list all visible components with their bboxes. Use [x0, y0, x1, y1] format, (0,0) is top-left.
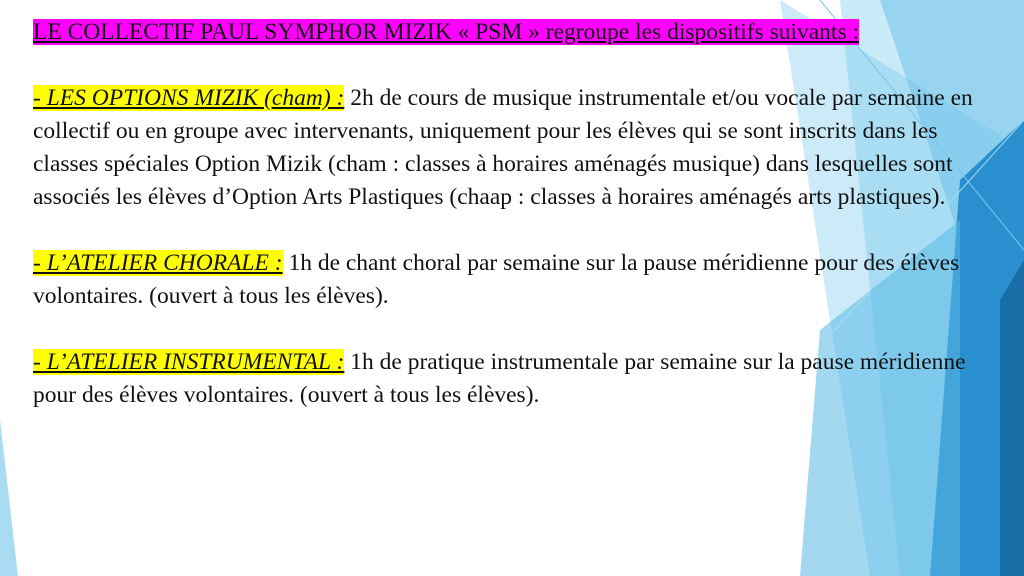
section-atelier-instrumental	[33, 346, 983, 412]
decor-shape-right-dark	[1000, 260, 1024, 576]
slide-title-block	[33, 16, 983, 49]
section-heading: - L’ATELIER CHORALE :	[33, 250, 283, 276]
section-options-mizik	[33, 82, 983, 214]
section-body: 1h de chant choral par semaine sur la pause méridienne pour des élèves volontaires. (ouvert à tous les élèves).	[33, 250, 960, 309]
slide-title: LE COLLECTIF PAUL SYMPHOR MIZIK « PSM » regroupe les dispositifs suivants :	[33, 19, 860, 45]
section-body: 1h de pratique instrumentale par semaine sur la pause méridienne pour des élèves volontaires. (ouvert à tous les élèves).	[33, 349, 966, 408]
section-body: 2h de cours de musique instrumentale et/ou vocale par semaine en collectif ou en groupe avec intervenants, uniquement pour les élèves qui se sont inscrits dans les classes spéciales Option Mizik (cham : classes à horaires aménagés musique) dans lesquelles sont associés les élèves d’Option Arts Plastiques (chaap : classes à horaires aménagés arts plastiques).	[33, 85, 973, 210]
decor-shape-left-sliver	[0, 420, 18, 576]
section-atelier-chorale	[33, 247, 983, 313]
slide-content	[33, 16, 983, 412]
section-heading: - L’ATELIER INSTRUMENTAL :	[33, 349, 345, 375]
section-heading: - LES OPTIONS MIZIK (cham) :	[33, 85, 345, 111]
